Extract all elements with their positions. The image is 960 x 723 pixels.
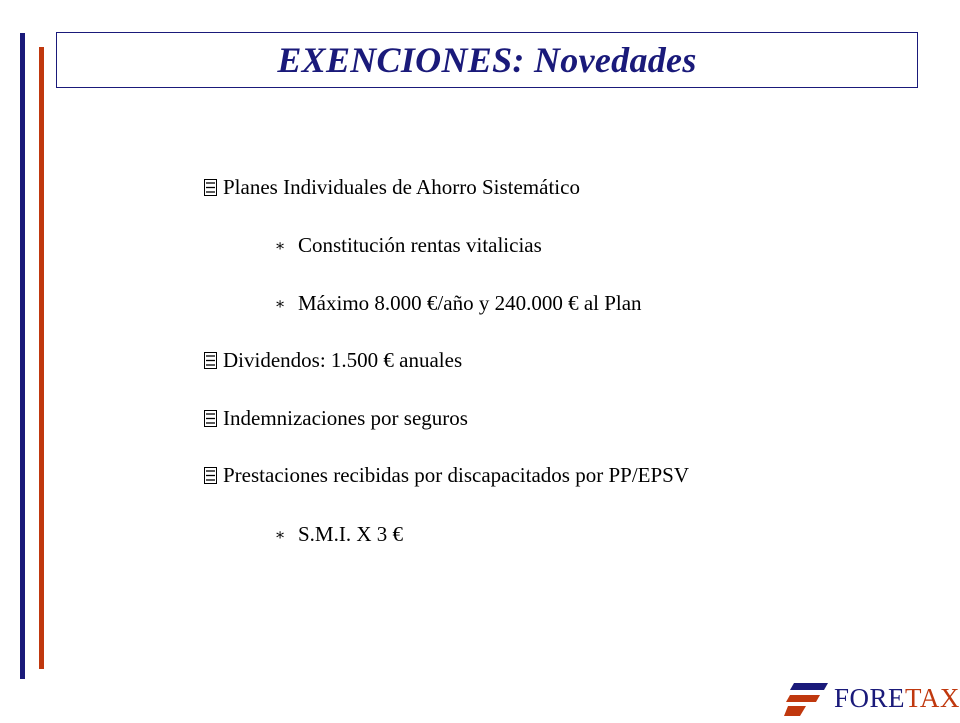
stacked-lines-icon xyxy=(204,467,217,484)
asterisk-icon: ∗ xyxy=(274,237,286,255)
left-accent-bar-red xyxy=(39,47,44,669)
title-frame xyxy=(56,32,918,88)
sub-bullet-item xyxy=(270,522,403,547)
foretax-logo-mark-icon xyxy=(784,678,830,718)
sub-bullet-item xyxy=(270,233,542,258)
asterisk-icon: ∗ xyxy=(274,295,286,313)
stacked-lines-icon xyxy=(204,352,217,369)
logo-wordmark: FORETAX xyxy=(834,683,960,713)
bullet-item xyxy=(204,463,689,488)
bullet-text: Máximo 8.000 €/año y 240.000 € al Plan xyxy=(298,291,642,315)
sub-bullet-item xyxy=(270,291,642,316)
stacked-lines-icon xyxy=(204,179,217,196)
asterisk-icon: ∗ xyxy=(274,526,286,544)
bullet-item xyxy=(204,348,462,373)
slide-title: EXENCIONES: Novedades xyxy=(277,40,697,80)
foretax-logo xyxy=(784,678,960,718)
stacked-lines-icon xyxy=(204,410,217,427)
bullet-item xyxy=(204,406,468,431)
bullet-text: Indemnizaciones por seguros xyxy=(223,406,468,430)
bullet-item xyxy=(204,175,580,200)
bullet-text: Prestaciones recibidas por discapacitados por PP/EPSV xyxy=(223,463,689,487)
bullet-text: S.M.I. X 3 € xyxy=(298,522,404,546)
left-accent-bar-blue xyxy=(20,33,25,679)
bullet-text: Planes Individuales de Ahorro Sistemático xyxy=(223,175,580,199)
bullet-text: Constitución rentas vitalicias xyxy=(298,233,542,257)
bullet-text: Dividendos: 1.500 € anuales xyxy=(223,348,463,372)
